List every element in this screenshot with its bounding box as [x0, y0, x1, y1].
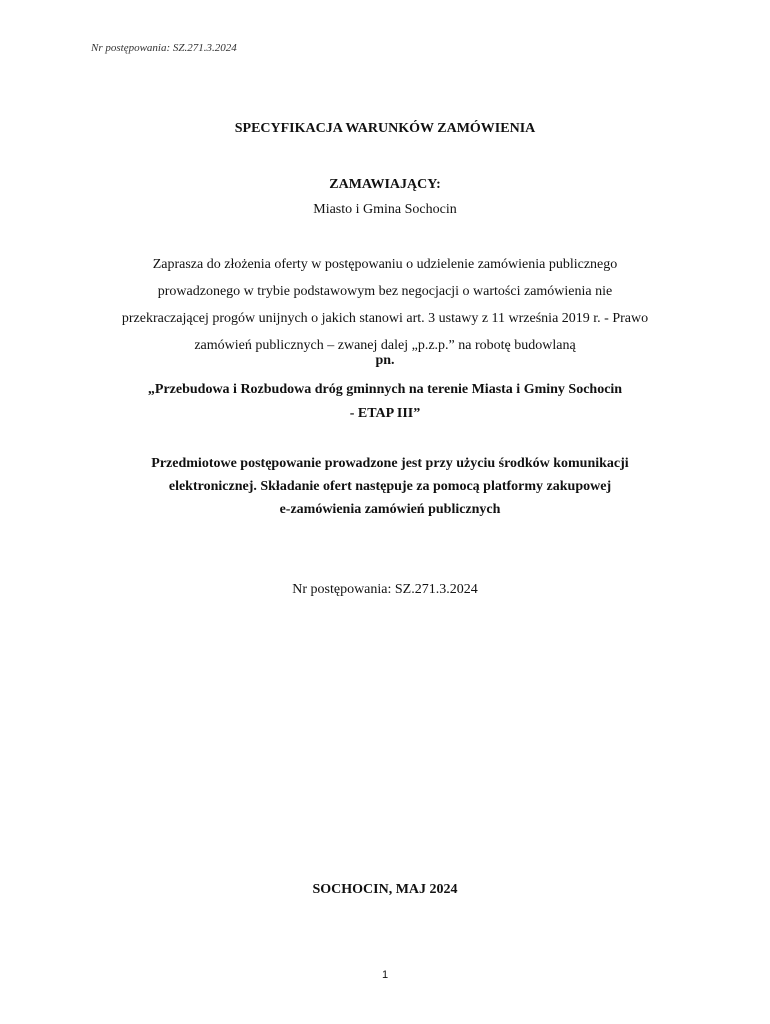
invitation-line: prowadzonego w trybie podstawowym bez negocjacji o wartości zamówienia nie — [157, 284, 613, 299]
electronic-procedure-note — [100, 452, 680, 521]
invitation-line: Zaprasza do złożenia oferty w postępowaniu o udzielenie zamówienia publicznego — [152, 257, 618, 272]
project-title-line: - ETAP III” — [349, 406, 421, 421]
ordering-party-label: ZAMAWIAJĄCY: — [329, 177, 441, 192]
invitation-paragraph — [60, 251, 710, 359]
pn-label: pn. — [375, 353, 395, 368]
project-title-line: „Przebudowa i Rozbudowa dróg gminnych na terenie Miasta i Gminy Sochocin — [147, 382, 623, 397]
header-procedure-note: Nr postępowania: SZ.271.3.2024 — [91, 42, 237, 54]
document-title: SPECYFIKACJA WARUNKÓW ZAMÓWIENIA — [234, 121, 536, 136]
electronic-note-line: elektronicznej. Składanie ofert następuje za pomocą platformy zakupowej — [168, 479, 612, 494]
invitation-line: przekraczającej progów unijnych o jakich stanowi art. 3 ustawy z 11 września 2019 r. - Prawo — [121, 311, 649, 326]
procedure-number: Nr postępowania: SZ.271.3.2024 — [292, 582, 478, 597]
project-title — [0, 378, 770, 426]
page-number: 1 — [381, 969, 389, 981]
invitation-line: zamówień publicznych – zwanej dalej „p.z.p.” na robotę budowlaną — [194, 338, 576, 353]
place-and-date: SOCHOCIN, MAJ 2024 — [312, 882, 458, 897]
ordering-party-name: Miasto i Gmina Sochocin — [313, 202, 457, 217]
electronic-note-line: Przedmiotowe postępowanie prowadzone jest przy użyciu środków komunikacji — [151, 456, 629, 471]
electronic-note-line: e-zamówienia zamówień publicznych — [279, 502, 501, 517]
